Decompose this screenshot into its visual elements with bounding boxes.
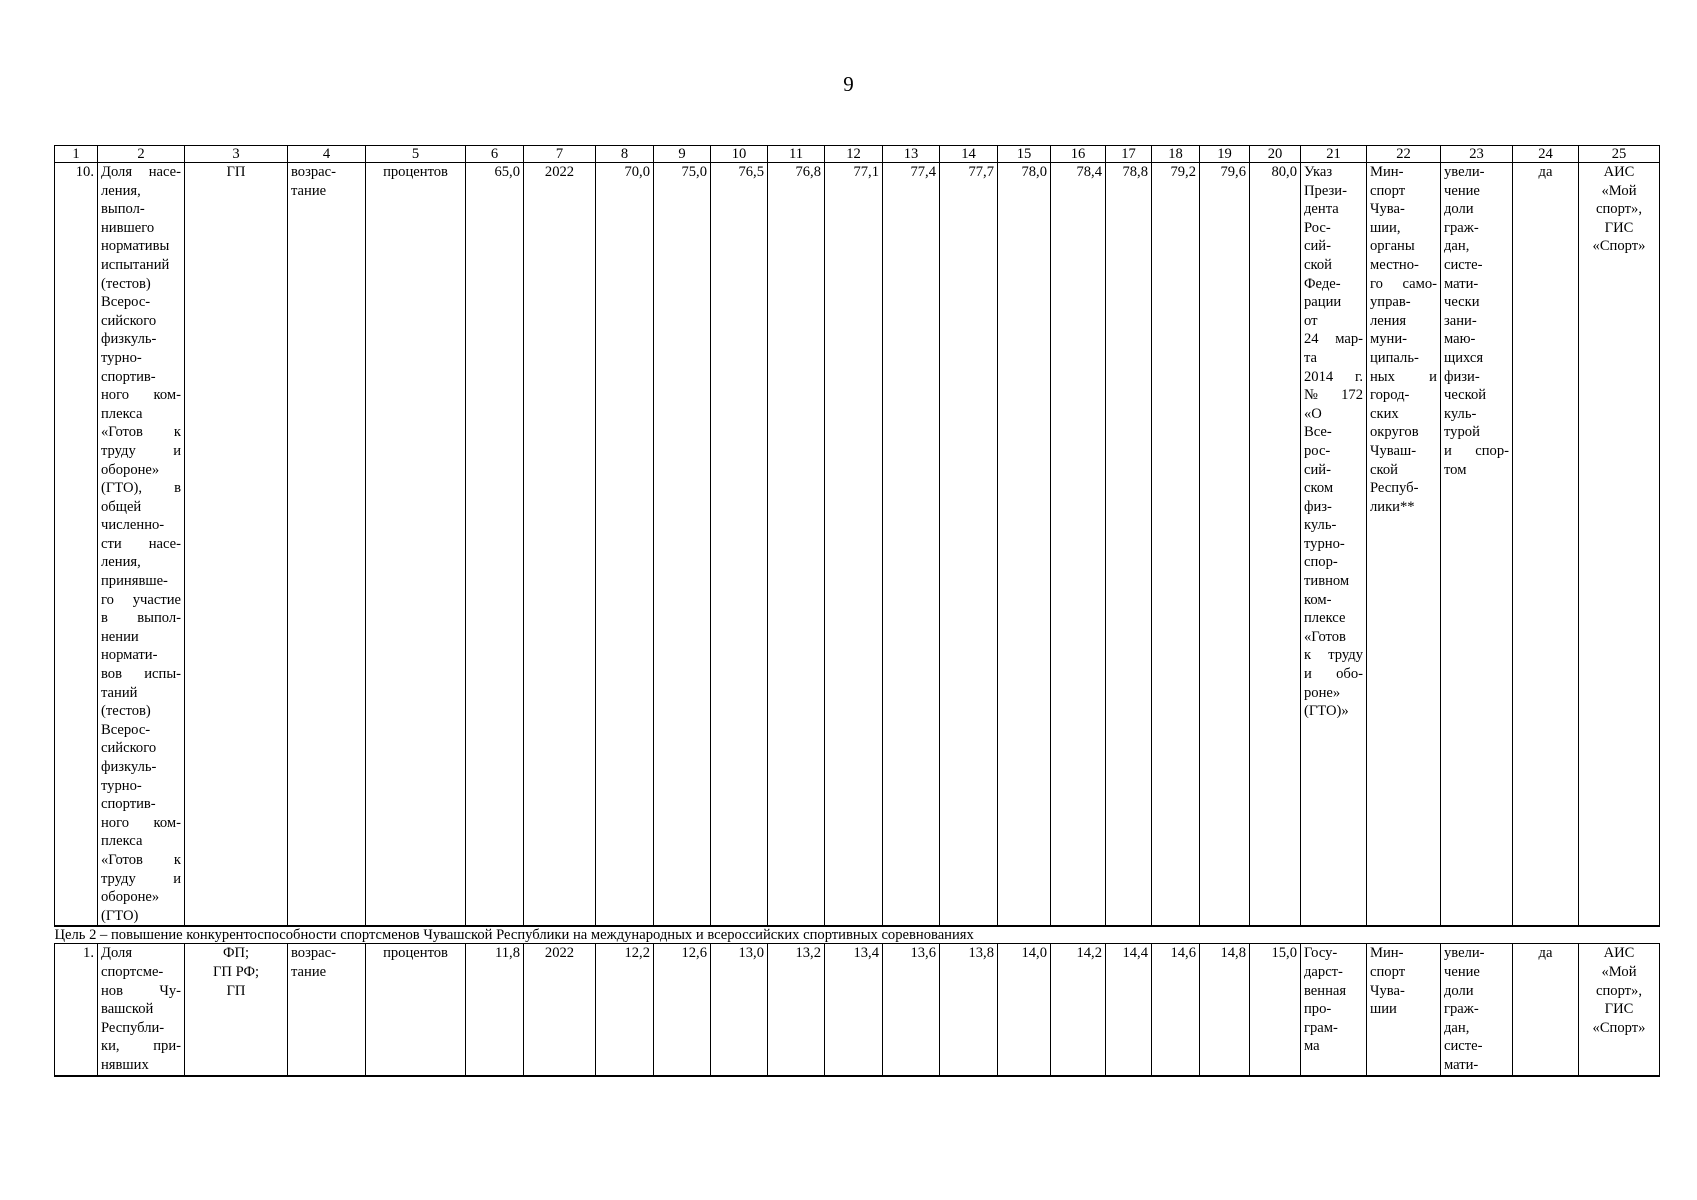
cell-line: рос- bbox=[1304, 442, 1331, 459]
cell-line: том bbox=[1444, 461, 1467, 478]
unit: процентов bbox=[366, 944, 466, 1076]
column-number: 10 bbox=[711, 146, 768, 163]
cell-line: Доля насе- bbox=[101, 164, 181, 180]
cell-line: спор- bbox=[1304, 554, 1338, 571]
row-number: 10. bbox=[55, 163, 98, 927]
cell-line: общей bbox=[101, 498, 142, 515]
cell-line: го само- bbox=[1370, 275, 1437, 292]
cell-line: плексе bbox=[1304, 610, 1346, 627]
cell-line: «Готов к bbox=[101, 851, 181, 868]
target-value: 77,1 bbox=[825, 163, 883, 927]
cell-line: Чува- bbox=[1370, 982, 1405, 999]
cell-line: (ГТО), в bbox=[101, 480, 181, 497]
target-value: 14,8 bbox=[1200, 944, 1250, 1076]
cell-line: Чува- bbox=[1370, 201, 1405, 218]
cell-line: в выпол- bbox=[101, 610, 181, 627]
cell-line: труду и bbox=[101, 870, 181, 887]
cell-line: ГП bbox=[226, 982, 246, 999]
cell-line: спортив- bbox=[101, 368, 156, 385]
cell-line: и спор- bbox=[1444, 442, 1509, 459]
column-number: 6 bbox=[466, 146, 524, 163]
column-number: 4 bbox=[288, 146, 366, 163]
base-value: 65,0 bbox=[466, 163, 524, 927]
cell-line: ления bbox=[1370, 312, 1407, 329]
target-value: 80,0 bbox=[1250, 163, 1301, 927]
column-number: 14 bbox=[940, 146, 998, 163]
cell-line: сти насе- bbox=[101, 535, 181, 552]
cell-line: доли bbox=[1444, 201, 1474, 218]
cell-line: ском bbox=[1304, 480, 1334, 497]
cell-line: нении bbox=[101, 628, 139, 645]
cell-line: нов Чу- bbox=[101, 982, 181, 999]
base-value: 11,8 bbox=[466, 944, 524, 1076]
cell-line: ГИС bbox=[1604, 1001, 1634, 1018]
cell-line: (ГТО) bbox=[101, 907, 139, 924]
target-value: 79,2 bbox=[1152, 163, 1200, 927]
cell-line: вов испы- bbox=[101, 666, 181, 683]
cell-line: физ- bbox=[1304, 498, 1332, 515]
cell-line: 2014 г. bbox=[1304, 368, 1363, 385]
target-value: 77,7 bbox=[940, 163, 998, 927]
cell-line: ческой bbox=[1444, 387, 1487, 404]
target-value: 70,0 bbox=[596, 163, 654, 927]
cell-line: систе- bbox=[1444, 256, 1483, 273]
cell-line: «Мой bbox=[1601, 182, 1637, 199]
target-value: 78,8 bbox=[1106, 163, 1152, 927]
page-number: 9 bbox=[843, 72, 854, 96]
cell-line: Мин- bbox=[1370, 164, 1404, 180]
target-value: 15,0 bbox=[1250, 944, 1301, 1076]
target-value: 14,2 bbox=[1051, 944, 1106, 1076]
expected-effect bbox=[1441, 944, 1513, 1076]
cell-line: (ГТО)» bbox=[1304, 703, 1349, 720]
target-value: 78,4 bbox=[1051, 163, 1106, 927]
cell-line: нормативы bbox=[101, 238, 170, 255]
cell-line: к труду bbox=[1304, 647, 1363, 664]
cell-line: тание bbox=[291, 182, 327, 199]
column-number: 24 bbox=[1513, 146, 1579, 163]
column-number: 3 bbox=[185, 146, 288, 163]
cell-line: вашской bbox=[101, 1001, 154, 1018]
cell-line: ской bbox=[1304, 256, 1332, 273]
cell-line: дента bbox=[1304, 201, 1339, 218]
cell-line: граж- bbox=[1444, 219, 1479, 236]
cell-line: ФП; bbox=[222, 945, 250, 962]
cell-line: турно- bbox=[101, 349, 142, 366]
cell-line: испытаний bbox=[101, 256, 170, 273]
target-value: 13,6 bbox=[883, 944, 940, 1076]
column-number: 17 bbox=[1106, 146, 1152, 163]
cell-line: «О bbox=[1304, 405, 1322, 422]
cell-line: спортив- bbox=[101, 796, 156, 813]
column-number: 15 bbox=[998, 146, 1051, 163]
info-system bbox=[1579, 163, 1660, 927]
cell-line: органы bbox=[1370, 238, 1415, 255]
cell-line: возрас- bbox=[291, 945, 336, 962]
flag: да bbox=[1513, 163, 1579, 927]
target-value: 76,5 bbox=[711, 163, 768, 927]
column-number: 13 bbox=[883, 146, 940, 163]
trend bbox=[288, 163, 366, 927]
indicator-name bbox=[98, 944, 185, 1076]
cell-line: Прези- bbox=[1304, 182, 1347, 199]
cell-line: № 172 bbox=[1304, 387, 1363, 404]
cell-line: физи- bbox=[1444, 368, 1480, 385]
cell-line: (тестов) bbox=[101, 275, 151, 292]
cell-line: спорт», bbox=[1595, 982, 1642, 999]
column-number: 25 bbox=[1579, 146, 1660, 163]
column-number: 7 bbox=[524, 146, 596, 163]
cell-line: таний bbox=[101, 684, 138, 701]
info-system bbox=[1579, 944, 1660, 1076]
cell-line: нормати- bbox=[101, 647, 158, 664]
column-number: 8 bbox=[596, 146, 654, 163]
cell-line: ГП РФ; bbox=[212, 963, 260, 980]
cell-line: физкуль- bbox=[101, 331, 157, 348]
cell-line: ных и bbox=[1370, 368, 1437, 385]
cell-line: тивном bbox=[1304, 573, 1350, 590]
cell-line: АИС bbox=[1603, 164, 1635, 180]
unit: процентов bbox=[366, 163, 466, 927]
document-type bbox=[185, 944, 288, 1076]
cell-line: округов bbox=[1370, 424, 1419, 441]
cell-line: ской bbox=[1370, 461, 1398, 478]
target-value: 13,0 bbox=[711, 944, 768, 1076]
responsible bbox=[1367, 944, 1441, 1076]
cell-line: шии, bbox=[1370, 219, 1401, 236]
row-number: 1. bbox=[55, 944, 98, 1076]
cell-line: зани- bbox=[1444, 312, 1477, 329]
cell-line: выпол- bbox=[101, 201, 145, 218]
cell-line: спорт», bbox=[1595, 201, 1642, 218]
cell-line: спорт bbox=[1370, 963, 1406, 980]
cell-line: принявше- bbox=[101, 573, 168, 590]
target-value: 14,0 bbox=[998, 944, 1051, 1076]
column-number: 20 bbox=[1250, 146, 1301, 163]
cell-line: Все- bbox=[1304, 424, 1332, 441]
target-value: 12,6 bbox=[654, 944, 711, 1076]
cell-line: Всерос- bbox=[101, 721, 151, 738]
cell-line: 24 мар- bbox=[1304, 331, 1363, 348]
cell-line: Чуваш- bbox=[1370, 442, 1417, 459]
cell-line: та bbox=[1304, 349, 1318, 366]
cell-line: город- bbox=[1370, 387, 1410, 404]
cell-line: ских bbox=[1370, 405, 1399, 422]
cell-line: турно- bbox=[1304, 535, 1345, 552]
flag: да bbox=[1513, 944, 1579, 1076]
cell-line: роне» bbox=[1304, 684, 1341, 701]
cell-line: муни- bbox=[1370, 331, 1408, 348]
legal-document bbox=[1301, 944, 1367, 1076]
target-value: 77,4 bbox=[883, 163, 940, 927]
target-value: 13,8 bbox=[940, 944, 998, 1076]
base-year: 2022 bbox=[524, 163, 596, 927]
document-type: ГП bbox=[185, 163, 288, 927]
cell-line: дан, bbox=[1444, 1019, 1470, 1036]
goal-row bbox=[55, 926, 1660, 944]
cell-line: сийского bbox=[101, 312, 157, 329]
table-row-1 bbox=[55, 944, 1660, 1076]
cell-line: венная bbox=[1304, 982, 1347, 999]
cell-line: про- bbox=[1304, 1001, 1332, 1018]
cell-line: мати- bbox=[1444, 275, 1479, 292]
cell-line: ма bbox=[1304, 1038, 1320, 1055]
cell-line: обороне» bbox=[101, 461, 160, 478]
cell-line: «Мой bbox=[1601, 963, 1637, 980]
cell-line: Рос- bbox=[1304, 219, 1331, 236]
column-number: 2 bbox=[98, 146, 185, 163]
cell-line: «Спорт» bbox=[1592, 1019, 1646, 1036]
cell-line: доли bbox=[1444, 982, 1474, 999]
cell-line: Доля bbox=[101, 945, 133, 962]
cell-line: чение bbox=[1444, 182, 1480, 199]
cell-line: тание bbox=[291, 963, 327, 980]
cell-line: шии bbox=[1370, 1001, 1397, 1018]
cell-line: ного ком- bbox=[101, 387, 181, 404]
target-value: 75,0 bbox=[654, 163, 711, 927]
cell-line: возрас- bbox=[291, 164, 336, 180]
cell-line: дарст- bbox=[1304, 963, 1343, 980]
cell-line: мати- bbox=[1444, 1056, 1479, 1073]
cell-line: Указ bbox=[1304, 164, 1333, 180]
cell-line: местно- bbox=[1370, 256, 1419, 273]
cell-line: дан, bbox=[1444, 238, 1470, 255]
cell-line: «Готов bbox=[1304, 628, 1346, 645]
base-year: 2022 bbox=[524, 944, 596, 1076]
target-value: 13,2 bbox=[768, 944, 825, 1076]
cell-line: ления, bbox=[101, 554, 141, 571]
cell-line: Госу- bbox=[1304, 945, 1338, 962]
goal-heading: Цель 2 – повышение конкурентоспособности спортсменов Чувашской Республики на международных и всероссийских спортивных соревнованиях bbox=[55, 926, 1660, 944]
responsible bbox=[1367, 163, 1441, 927]
column-number: 9 bbox=[654, 146, 711, 163]
column-number: 12 bbox=[825, 146, 883, 163]
column-number: 22 bbox=[1367, 146, 1441, 163]
target-value: 14,4 bbox=[1106, 944, 1152, 1076]
cell-line: ГИС bbox=[1604, 219, 1634, 236]
cell-line: сийского bbox=[101, 740, 157, 757]
legal-document bbox=[1301, 163, 1367, 927]
cell-line: турой bbox=[1444, 424, 1480, 441]
cell-line: труду и bbox=[101, 442, 181, 459]
table-row-10 bbox=[55, 163, 1660, 927]
cell-line: сий- bbox=[1304, 461, 1331, 478]
column-number: 23 bbox=[1441, 146, 1513, 163]
cell-line: плекса bbox=[101, 833, 143, 850]
cell-line: куль- bbox=[1444, 405, 1477, 422]
indicators-table bbox=[54, 145, 1660, 1077]
cell-line: куль- bbox=[1304, 517, 1337, 534]
cell-line: Феде- bbox=[1304, 275, 1341, 292]
cell-line: грам- bbox=[1304, 1019, 1338, 1036]
expected-effect bbox=[1441, 163, 1513, 927]
column-number: 16 bbox=[1051, 146, 1106, 163]
cell-line: управ- bbox=[1370, 294, 1411, 311]
target-value: 78,0 bbox=[998, 163, 1051, 927]
cell-line: го участие bbox=[101, 591, 181, 608]
cell-line: лики** bbox=[1370, 498, 1415, 515]
cell-line: систе- bbox=[1444, 1038, 1483, 1055]
cell-line: увели- bbox=[1444, 945, 1485, 962]
cell-line: чение bbox=[1444, 963, 1480, 980]
cell-line: маю- bbox=[1444, 331, 1476, 348]
cell-line: обороне» bbox=[101, 889, 160, 906]
cell-line: «Готов к bbox=[101, 424, 181, 441]
target-value: 13,4 bbox=[825, 944, 883, 1076]
cell-line: ления, bbox=[101, 182, 141, 199]
cell-line: от bbox=[1304, 312, 1318, 329]
cell-line: увели- bbox=[1444, 164, 1485, 180]
cell-line: турно- bbox=[101, 777, 142, 794]
trend bbox=[288, 944, 366, 1076]
column-number: 11 bbox=[768, 146, 825, 163]
indicator-name bbox=[98, 163, 185, 927]
cell-line: рации bbox=[1304, 294, 1342, 311]
cell-line: (тестов) bbox=[101, 703, 151, 720]
cell-line: ком- bbox=[1304, 591, 1332, 608]
cell-line: численно- bbox=[101, 517, 165, 534]
cell-line: и обо- bbox=[1304, 666, 1363, 683]
cell-line: АИС bbox=[1603, 945, 1635, 962]
cell-line: ки, при- bbox=[101, 1038, 181, 1055]
column-number: 5 bbox=[366, 146, 466, 163]
column-number-row bbox=[55, 146, 1660, 163]
column-number: 18 bbox=[1152, 146, 1200, 163]
cell-line: Мин- bbox=[1370, 945, 1404, 962]
cell-line: Респуб- bbox=[1370, 480, 1419, 497]
cell-line: ного ком- bbox=[101, 814, 181, 831]
column-number: 1 bbox=[55, 146, 98, 163]
target-value: 14,6 bbox=[1152, 944, 1200, 1076]
cell-line: щихся bbox=[1444, 349, 1484, 366]
cell-line: чески bbox=[1444, 294, 1480, 311]
target-value: 79,6 bbox=[1200, 163, 1250, 927]
cell-line: плекса bbox=[101, 405, 143, 422]
cell-line: «Спорт» bbox=[1592, 238, 1646, 255]
cell-line: ципаль- bbox=[1370, 349, 1419, 366]
cell-line: нявших bbox=[101, 1056, 149, 1073]
target-value: 76,8 bbox=[768, 163, 825, 927]
target-value: 12,2 bbox=[596, 944, 654, 1076]
cell-line: Всерос- bbox=[101, 294, 151, 311]
cell-line: спортсме- bbox=[101, 963, 164, 980]
cell-line: Республи- bbox=[101, 1019, 165, 1036]
cell-line: граж- bbox=[1444, 1001, 1479, 1018]
cell-line: спорт bbox=[1370, 182, 1406, 199]
cell-line: сий- bbox=[1304, 238, 1331, 255]
cell-line: нившего bbox=[101, 219, 155, 236]
column-number: 19 bbox=[1200, 146, 1250, 163]
cell-line: физкуль- bbox=[101, 759, 157, 775]
column-number: 21 bbox=[1301, 146, 1367, 163]
